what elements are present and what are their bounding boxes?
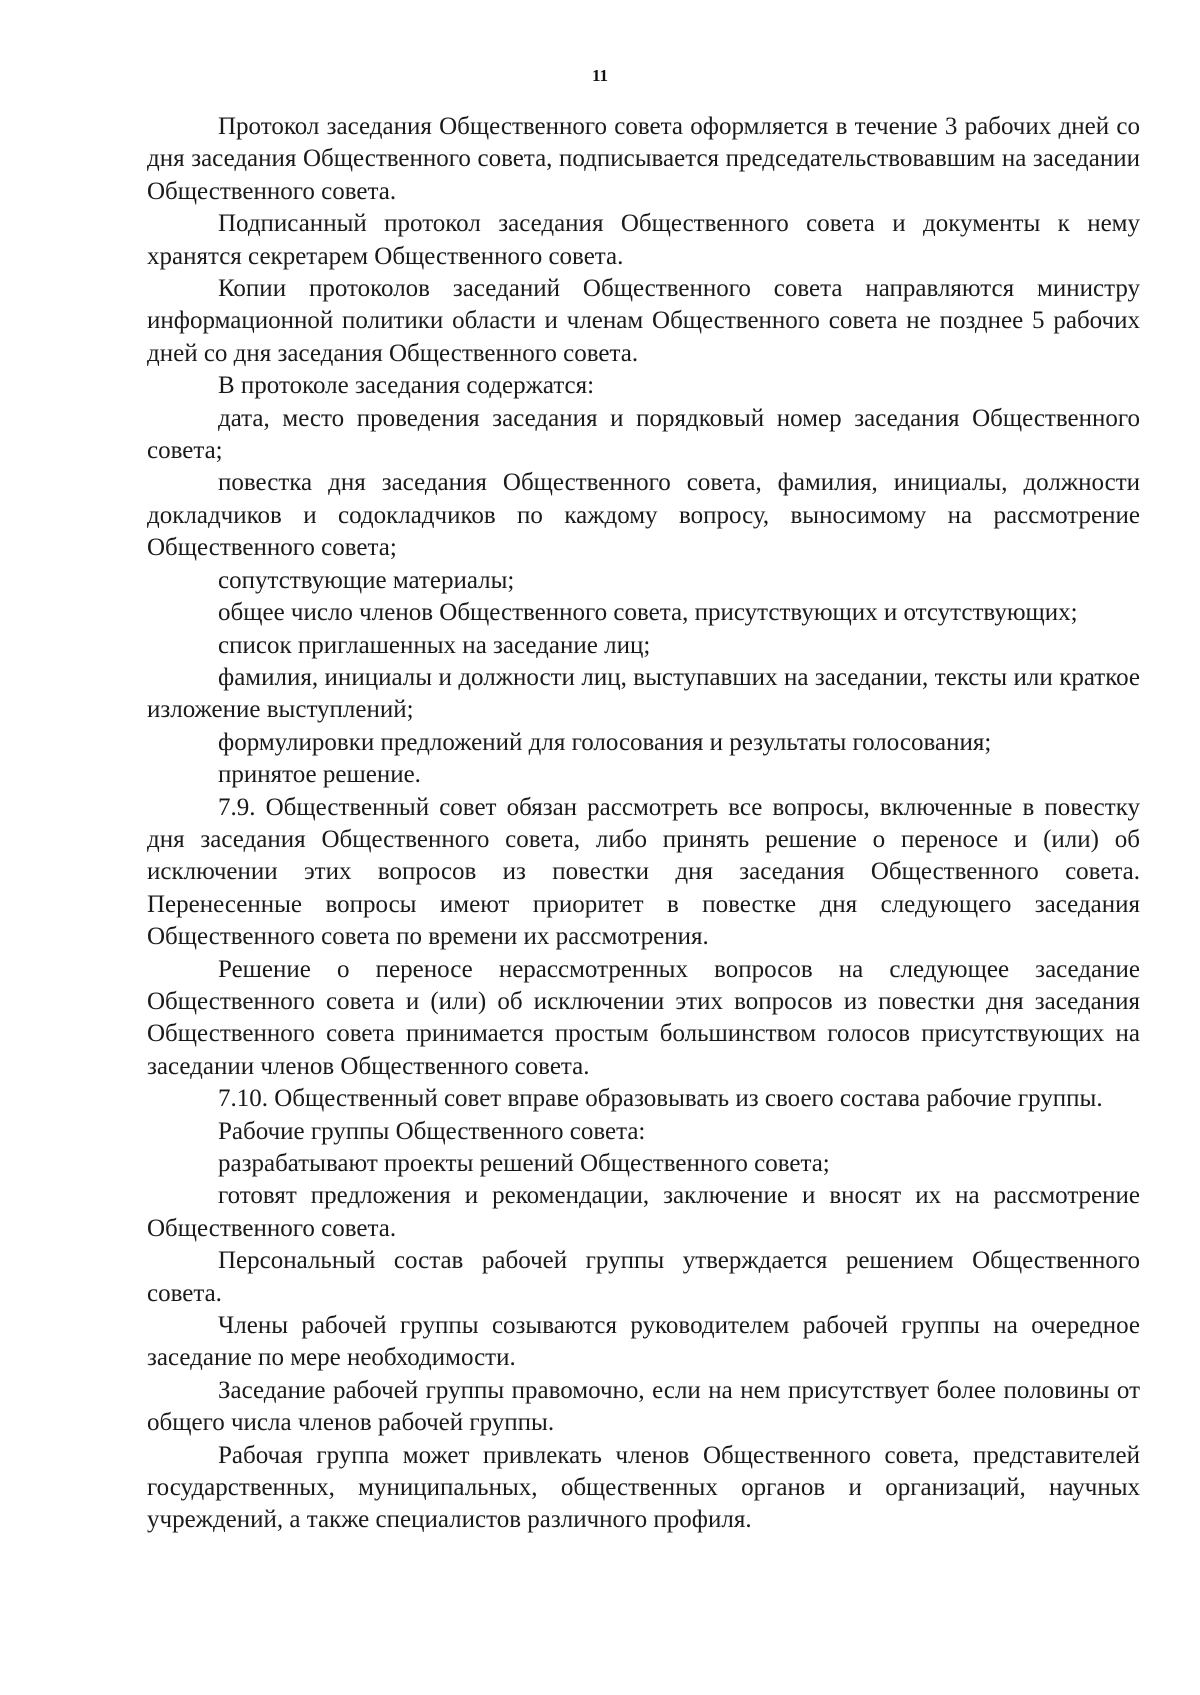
list-item: принятое решение. xyxy=(218,761,421,789)
page-number: 11 xyxy=(591,66,609,85)
list-item: список приглашенных на заседание лиц; xyxy=(218,631,651,659)
paragraph: Рабочие группы Общественного совета: xyxy=(218,1117,646,1145)
list-item: формулировки предложений для голосования и результаты голосования; xyxy=(218,728,992,756)
paragraph: Подписанный протокол заседания Общественного совета и документы к нему хранятся секретарем Общественного совета. xyxy=(147,210,1140,270)
clause-7-9: 7.9. Общественный совет обязан рассмотреть все вопросы, включенные в повестку дня заседания Общественного совета, либо принять решение о переносе и (или) об исключении этих вопросов из повестки дня заседания Общественного совета. Перенесенные вопросы имеют приоритет в повестке дня следующего заседания Общественного совета по времени их рассмотрения. xyxy=(147,793,1140,951)
list-item: сопутствующие материалы; xyxy=(218,566,515,594)
list-item: разрабатывают проекты решений Общественного совета; xyxy=(218,1150,830,1177)
list-item: фамилия, инициалы и должности лиц, выступавших на заседании, тексты или краткое изложение выступлений; xyxy=(147,663,1140,724)
paragraph: Члены рабочей группы созываются руководителем рабочей группы на очередное заседание по мере необходимости. xyxy=(147,1312,1140,1372)
document-body xyxy=(147,111,1140,1537)
list-item: готовят предложения и рекомендации, заключение и вносят их на рассмотрение Общественного совета. xyxy=(147,1182,1140,1242)
paragraph: Заседание рабочей группы правомочно, если на нем присутствует более половины от общего числа членов рабочей группы. xyxy=(147,1376,1140,1437)
paragraph: Персональный состав рабочей группы утверждается решением Общественного совета. xyxy=(147,1247,1140,1307)
paragraph: Рабочая группа может привлекать членов Общественного совета, представителей государственных, муниципальных, общественных органов и организаций, научных учреждений, а также специалистов различного профиля. xyxy=(147,1441,1140,1534)
paragraph: В протоколе заседания содержатся: xyxy=(218,372,595,400)
paragraph: Копии протоколов заседаний Общественного совета направляются министру информационной политики области и членам Общественного совета не позднее 5 рабочих дней со дня заседания Общественного совета. xyxy=(147,275,1140,367)
list-item: дата, место проведения заседания и порядковый номер заседания Общественного совета; xyxy=(147,404,1140,465)
clause-7-10: 7.10. Общественный совет вправе образовывать из своего состава рабочие группы. xyxy=(218,1085,1103,1113)
list-item: общее число членов Общественного совета, присутствующих и отсутствующих; xyxy=(218,599,1078,627)
paragraph: Решение о переносе нерассмотренных вопросов на следующее заседание Общественного совета и (или) об исключении этих вопросов из повестки дня заседания Общественного совета принимается простым большинством голосов присутствующих на заседании членов Общественного совета. xyxy=(147,955,1140,1080)
paragraph: Протокол заседания Общественного совета оформляется в течение 3 рабочих дней со дня заседания Общественного совета, подписывается председательствовавшим на заседании Общественного совета. xyxy=(147,113,1140,205)
list-item: повестка дня заседания Общественного совета, фамилия, инициалы, должности докладчиков и содокладчиков по каждому вопросу, выносимому на рассмотрение Общественного совета; xyxy=(147,469,1140,562)
